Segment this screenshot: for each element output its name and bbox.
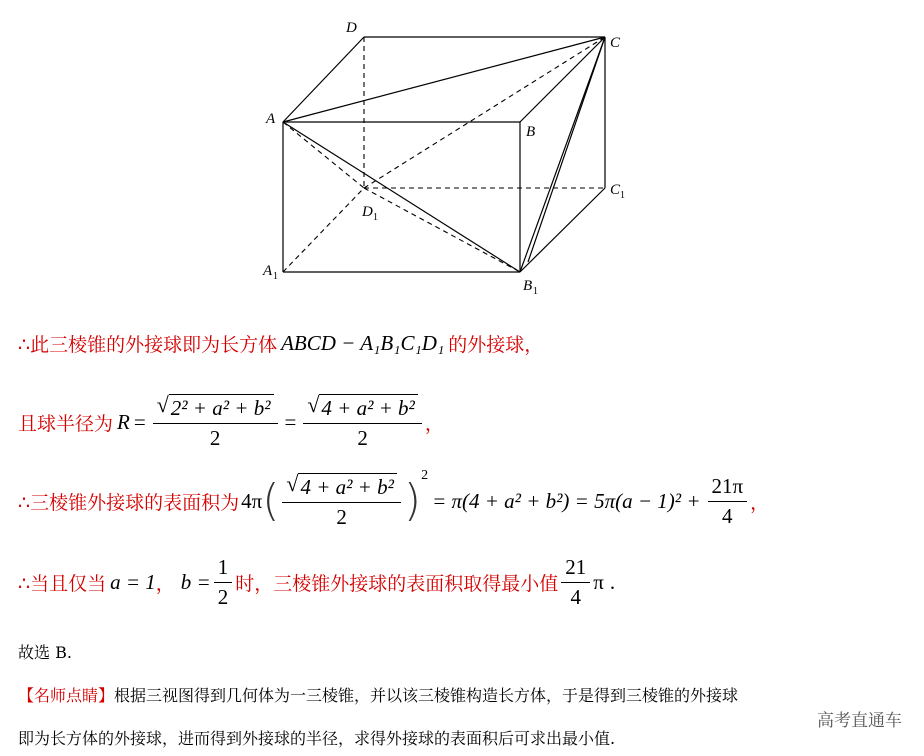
area-constant-fraction <box>708 474 748 529</box>
line3-prefix: ∴三棱锥外接球的表面积为 <box>18 491 240 514</box>
label-D1-sub: 1 <box>373 212 378 223</box>
label-A1-sub: 1 <box>273 271 278 282</box>
label-C1: C <box>610 182 621 198</box>
min-value-denominator: 4 <box>570 585 581 609</box>
condition-b: b = <box>180 570 211 594</box>
radius-denominator-1: 2 <box>209 426 221 450</box>
condition-a: a = 1 <box>110 570 156 594</box>
line4-suffix: . <box>609 570 616 594</box>
solution-line-3 <box>18 468 770 530</box>
area-constant-numerator: 21π <box>708 474 748 502</box>
radius-fraction-2: √ 4 + a² + b² 2 <box>303 393 422 451</box>
edge-A1D1 <box>283 188 364 272</box>
equals-sign-2: = <box>284 409 297 434</box>
line1-prefix: ∴此三棱锥的外接球即为长方体 <box>18 334 278 356</box>
condition-b-fraction <box>214 555 233 610</box>
area-expansion: = π(4 + a² + b²) = 5π(a − 1)² + <box>432 488 701 513</box>
edge-BC <box>520 37 605 122</box>
label-B1-sub: 1 <box>533 286 538 297</box>
label-C: C <box>610 35 621 51</box>
edge-AB1 <box>283 122 520 272</box>
line4-mid: 时，三棱锥外接球的表面积取得最小值 <box>235 573 559 595</box>
radius-symbol: R <box>117 409 130 434</box>
label-C1-sub: 1 <box>620 190 625 201</box>
solution-line-2 <box>18 393 444 451</box>
line4-prefix: ∴当且仅当 <box>18 573 107 595</box>
edge-B1C1 <box>520 188 605 272</box>
min-value-pi: π <box>593 570 604 594</box>
box-name-math: ABCD − A₁B₁C₁D₁ <box>281 331 445 355</box>
edge-AD <box>283 37 364 122</box>
right-paren: ) <box>403 475 422 526</box>
tip-tag: 【名师点睛】 <box>18 686 115 705</box>
edge-D1B1 <box>364 188 520 272</box>
label-D: D <box>346 20 357 36</box>
tip-line-2: 即为长方体的外接球，进而得到外接球的半径，求得外接球的表面积后可求出最小值. <box>18 729 616 748</box>
equals-sign-1: = <box>133 409 146 434</box>
answer-line: 故选 B. <box>18 643 72 662</box>
condition-b-numerator: 1 <box>214 555 233 583</box>
label-B1: B <box>523 278 533 294</box>
area-radicand: 4 + a² + b² <box>298 473 396 500</box>
min-value-fraction <box>561 555 590 610</box>
watermark: 高考直通车 <box>817 711 902 731</box>
area-fraction: √ 4 + a² + b² 2 <box>282 472 401 530</box>
radius-fraction-1: √ 2² + a² + b² 2 <box>153 393 278 451</box>
tip-line-1 <box>18 683 738 706</box>
line3-suffix: ， <box>750 491 770 514</box>
solution-line-4 <box>18 555 615 610</box>
line2-prefix: 且球半径为 <box>18 412 114 435</box>
solution-line-1 <box>18 330 543 357</box>
line2-suffix: ， <box>424 412 444 435</box>
radius-radicand-2: 4 + a² + b² <box>319 394 417 421</box>
area-constant-denominator: 4 <box>722 503 733 528</box>
area-exponent: 2 <box>421 468 429 483</box>
edge-D1C <box>364 37 605 188</box>
tip-text-1: 根据三视图得到几何体为一三棱锥，并以该三棱锥构造长方体，于是得到三棱锥的外接球 <box>114 686 739 705</box>
label-A1: A <box>263 263 273 279</box>
line4-comma: ， <box>155 573 175 595</box>
min-value-numerator: 21 <box>561 555 590 583</box>
line1-suffix: 的外接球， <box>448 334 544 356</box>
left-paren: ( <box>262 475 280 526</box>
label-B: B <box>526 124 536 140</box>
radius-radicand-1: 2² + a² + b² <box>169 394 274 421</box>
radius-denominator-2: 2 <box>357 426 368 450</box>
edge-AC <box>283 37 605 122</box>
edge-CB1 <box>520 37 605 272</box>
edge-AD1 <box>283 122 364 188</box>
area-denominator: 2 <box>336 505 347 529</box>
label-A: A <box>266 111 276 127</box>
condition-b-denominator: 2 <box>217 585 229 609</box>
four-pi: 4π <box>241 488 263 513</box>
edge-CB1-inner <box>528 37 605 262</box>
label-D1: D <box>362 204 373 220</box>
rectangular-box-figure <box>0 0 924 300</box>
